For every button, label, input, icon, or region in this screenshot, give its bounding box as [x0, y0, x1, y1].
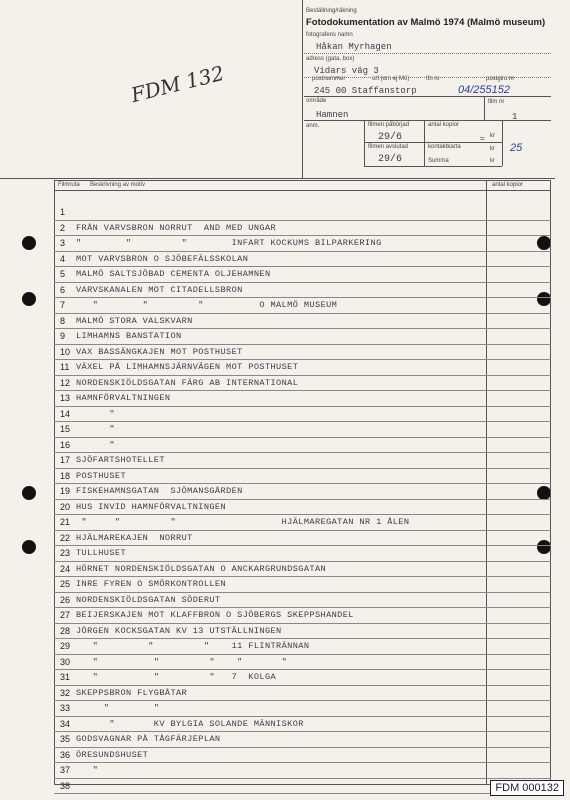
film-border — [484, 96, 485, 120]
row-number: 17 — [60, 455, 71, 465]
row-number: 8 — [60, 315, 66, 326]
row-description: NORDENSKIÖLDSGATAN FÄRG AB INTERNATIONAL — [76, 377, 299, 388]
punch-hole — [22, 486, 36, 500]
order-label: Beställning/räkning — [306, 8, 357, 14]
date-box-left — [364, 120, 365, 166]
row-divider — [54, 762, 551, 763]
row-number: 5 — [60, 269, 66, 279]
area-value: Hamnen — [316, 110, 349, 120]
row-number: 19 — [60, 486, 71, 496]
row-divider — [54, 235, 551, 236]
row-description: POSTHUSET — [76, 470, 127, 481]
punch-hole — [22, 292, 36, 306]
row-description: " — [76, 424, 115, 434]
kr-value: 25 — [510, 142, 523, 154]
rule — [304, 96, 551, 97]
row-number: 35 — [60, 734, 71, 744]
rule — [304, 120, 551, 121]
row-description: " — [76, 439, 115, 450]
column-header-film: Filmruta — [58, 182, 80, 188]
row-divider — [54, 623, 551, 624]
row-description: VARVSKANALEN MOT CITADELLSBRON — [76, 284, 243, 295]
row-number: 16 — [60, 439, 71, 450]
row-number: 21 — [60, 517, 71, 527]
kr-label: kr — [490, 146, 495, 152]
row-description: NORDENSKIÖLDSGATAN SÖDERUT — [76, 594, 221, 605]
row-number: 27 — [60, 610, 71, 620]
row-number: 29 — [60, 641, 71, 651]
row-description: JÖRGEN KOCKSGATAN KV 13 UTSTÄLLNINGEN — [76, 625, 282, 636]
punch-hole — [22, 540, 36, 554]
contact-label: kontaktkarta — [428, 144, 461, 150]
row-description: " " " 11 FLINTRÄNNAN — [76, 641, 310, 651]
row-number: 37 — [60, 765, 71, 775]
table-top-border — [54, 180, 551, 181]
row-description: GODSVAGNAR PÅ TÅGFÄRJEPLAN — [76, 734, 221, 744]
copies-label: antal kopior — [428, 122, 460, 128]
finished-label: filmen avslutad — [368, 144, 409, 150]
row-number: 20 — [60, 501, 71, 512]
row-number: 23 — [60, 548, 71, 558]
row-description: MALMÖ SALTSJÖBAD CEMENTA OLJEHAMNEN — [76, 269, 271, 279]
row-description: " — [76, 408, 115, 419]
punch-hole — [537, 292, 551, 306]
row-divider — [54, 654, 551, 655]
row-description: HAMNFÖRVALTNINGEN — [76, 393, 171, 403]
row-divider — [54, 282, 551, 283]
row-description: HUS INVID HAMNFÖRVALTNINGEN — [76, 501, 227, 512]
row-number: 32 — [60, 687, 71, 698]
row-description: " — [76, 765, 99, 775]
row-divider — [54, 545, 551, 546]
area-label: område — [306, 98, 327, 104]
postal-line: 245 00 Staffanstorp — [314, 86, 417, 96]
sum-label: Summa — [428, 158, 449, 164]
row-divider — [54, 251, 551, 252]
row-number: 25 — [60, 579, 71, 589]
row-description: VÄXEL PÅ LIMHAMNSJÄRNVÄGEN MOT POSTHUSET — [76, 362, 299, 372]
ort-label: ort (om ej Mö) — [372, 76, 410, 82]
table-left-border — [54, 180, 55, 784]
started-value: 29/6 — [378, 132, 403, 143]
row-divider — [54, 576, 551, 577]
row-divider — [54, 220, 551, 221]
row-number: 3 — [60, 238, 66, 248]
row-divider — [54, 297, 551, 298]
eq-sign: = — [480, 134, 485, 143]
header-bottom-border — [0, 178, 555, 179]
copies-column-border — [486, 180, 487, 784]
row-number: 18 — [60, 470, 71, 481]
address-value: Vidars väg 3 — [314, 66, 379, 76]
row-description: MALMÖ STORA VALSKVARN — [76, 315, 193, 326]
row-divider — [54, 716, 551, 717]
row-divider — [54, 406, 551, 407]
row-divider — [54, 468, 551, 469]
row-divider — [54, 452, 551, 453]
row-number: 14 — [60, 408, 71, 419]
kr-label: kr — [490, 133, 495, 139]
row-description: HJÄLMAREKAJEN NORRUT — [76, 532, 193, 543]
row-description: " " " INFART KOCKUMS BILPARKERING — [76, 238, 382, 248]
handwritten-archive-id: FDM 132 — [128, 60, 227, 108]
row-number: 15 — [60, 424, 71, 434]
row-number: 24 — [60, 563, 71, 574]
row-divider — [54, 499, 551, 500]
rule — [364, 166, 502, 167]
row-number: 11 — [60, 362, 70, 372]
punch-hole — [22, 236, 36, 250]
row-description: FISKEHAMNSGATAN SJÖMANSGÅRDEN — [76, 486, 243, 496]
row-divider — [54, 313, 551, 314]
row-divider — [54, 592, 551, 593]
photographer-label: fotografens namn — [306, 32, 353, 38]
row-number: 2 — [60, 222, 66, 233]
row-number: 38 — [60, 780, 71, 791]
row-description: VAX BASSÄNGKAJEN MOT POSTHUSET — [76, 346, 243, 357]
table-bottom-border — [54, 784, 551, 785]
row-description: " KV BYLGIA SOLANDE MÄNNISKOR — [76, 718, 304, 729]
punch-hole — [537, 540, 551, 554]
photographer-name: Håkan Myrhagen — [316, 42, 392, 52]
archive-stamp: FDM 000132 — [490, 780, 564, 796]
film-label: film nr — [488, 99, 505, 105]
row-description: " " " " " — [76, 656, 288, 667]
row-number: 31 — [60, 672, 71, 682]
column-header-copies: antal kopior — [492, 182, 524, 188]
row-description: " " " HJÄLMAREGATAN NR 1 ÅLEN — [76, 517, 410, 527]
anm-label: anm. — [306, 123, 320, 129]
row-description: SKEPPSBRON FLYGBÅTAR — [76, 687, 188, 698]
row-number: 30 — [60, 656, 71, 667]
rule — [304, 77, 551, 78]
row-description: HÖRNET NORDENSKIÖLDSGATAN O ANCKARGRUNDSGATAN — [76, 563, 327, 574]
row-number: 1 — [60, 207, 66, 217]
row-number: 26 — [60, 594, 71, 605]
row-number: 33 — [60, 703, 71, 713]
date-box-right — [502, 120, 503, 166]
row-divider — [54, 793, 551, 794]
table-right-border — [550, 180, 551, 784]
row-description: MOT VARVSBRON O SJÖBEFÄLSSKOLAN — [76, 253, 249, 264]
row-divider — [54, 530, 551, 531]
postgiro-value: 04/255152 — [458, 84, 510, 96]
row-divider — [54, 266, 551, 267]
row-divider — [54, 514, 551, 515]
tfn-label: tfn nr — [426, 76, 440, 82]
row-number: 10 — [60, 346, 71, 357]
row-description: " " " 7 KOLGA — [76, 672, 277, 682]
row-description: FRÅN VARVSBRON NORRUT AND MED UNGAR — [76, 222, 277, 233]
form-title: Fotodokumentation av Malmö 1974 (Malmö museum) — [306, 17, 546, 28]
row-number: 6 — [60, 284, 66, 295]
row-description: SJÖFARTSHOTELLET — [76, 455, 165, 465]
row-description: LIMHAMNS BANSTATION — [76, 331, 182, 341]
row-divider — [54, 359, 551, 360]
row-divider — [54, 421, 551, 422]
row-number: 4 — [60, 253, 66, 264]
row-number: 28 — [60, 625, 71, 636]
row-description: BEIJERSKAJEN MOT KLAFFBRON O SJÖBERGS SKEPPSHANDEL — [76, 610, 354, 620]
row-divider — [54, 328, 551, 329]
row-divider — [54, 437, 551, 438]
row-description: " " — [76, 703, 160, 713]
header-row-border — [54, 190, 551, 191]
row-divider — [54, 685, 551, 686]
row-divider — [54, 747, 551, 748]
date-box-mid — [424, 120, 425, 166]
row-number: 7 — [60, 300, 66, 310]
postnr-label: postnummer — [312, 76, 346, 82]
postgiro-label: postgiro nr — [486, 76, 515, 82]
rule — [304, 53, 551, 54]
row-divider — [54, 778, 551, 779]
row-divider — [54, 731, 551, 732]
row-number: 9 — [60, 331, 66, 341]
row-divider — [54, 390, 551, 391]
header-left-border — [302, 0, 303, 178]
punch-hole — [537, 236, 551, 250]
row-divider — [54, 344, 551, 345]
film-value: 1 — [512, 112, 518, 122]
row-number: 13 — [60, 393, 71, 403]
row-divider — [54, 638, 551, 639]
kr-label: kr — [490, 158, 495, 164]
row-description: ÖRESUNDSHUSET — [76, 749, 149, 760]
finished-value: 29/6 — [378, 154, 403, 165]
column-header-description: Beskrivning av motiv — [90, 182, 146, 188]
row-divider — [54, 700, 551, 701]
row-description: TULLHUSET — [76, 548, 127, 558]
row-divider — [54, 669, 551, 670]
row-number: 22 — [60, 532, 71, 543]
row-divider — [54, 607, 551, 608]
row-divider — [54, 561, 551, 562]
address-label: adress (gata, box) — [306, 56, 355, 62]
row-number: 12 — [60, 377, 71, 388]
row-description: " " " O MALMÖ MUSEUM — [76, 300, 338, 310]
started-label: filmen påbörjad — [368, 122, 410, 128]
row-divider — [54, 483, 551, 484]
row-number: 34 — [60, 718, 71, 729]
row-divider — [54, 375, 551, 376]
row-description: INRE FYREN O SMÖRKONTROLLEN — [76, 579, 227, 589]
row-number: 36 — [60, 749, 71, 760]
